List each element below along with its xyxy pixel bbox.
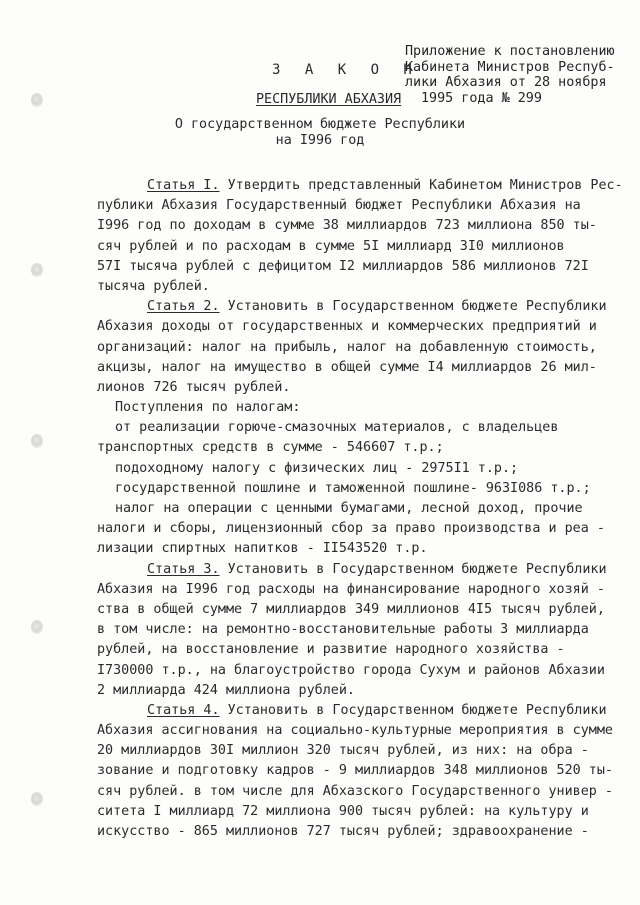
- article-line: сяч рублей и по расходам в сумме 5I миллиард 3I0 миллионов: [97, 238, 565, 254]
- article-line: искусство - 865 миллионов 727 тысяч рублей; здравоохранение -: [97, 824, 589, 839]
- article-first-line: [97, 560, 617, 580]
- subject-line: на I996 год: [275, 132, 365, 148]
- appendix-line: Приложение к постановлению: [405, 44, 615, 59]
- article-2: [97, 297, 617, 398]
- article-text: Утвердить представленный Кабинетом Министров Рес-: [219, 178, 623, 193]
- article-4: [97, 701, 617, 842]
- article-label: Статья 3.: [147, 561, 220, 577]
- article-label: Статья 4.: [147, 702, 220, 718]
- article-line: сяч рублей. в том числе для Абхазского Государственного универ -: [97, 783, 613, 799]
- article-line: публики Абхазия Государственный бюджет Республики Абхазия на: [97, 198, 581, 214]
- tax-line: налог на операции с ценными бумагами, лесной доход, прочие: [115, 501, 583, 516]
- article-first-line: [97, 701, 617, 721]
- article-line: 2 миллиарда 424 миллиона рублей.: [97, 682, 355, 698]
- article-label: Статья 2.: [147, 299, 220, 315]
- article-line: Абхазия на I996 год расходы на финансирование народного хозяй -: [97, 581, 605, 597]
- article-line: рублей, на восстановление и развитие народного хозяйства -: [97, 642, 565, 658]
- article-3: [97, 560, 617, 701]
- law-country: РЕСПУБЛИКИ АБХАЗИЯ: [256, 92, 402, 107]
- punch-hole: [31, 93, 43, 107]
- article-line: ства в общей сумме 7 миллиардов 349 миллионов 4I5 тысяч рублей,: [97, 601, 605, 617]
- punch-hole: [31, 434, 43, 448]
- article-line: I996 год по доходам в сумме 38 миллиардов 723 миллиона 850 ты-: [97, 218, 597, 234]
- punch-hole: [31, 263, 43, 277]
- subject-line: О государственном бюджете Республики: [174, 117, 466, 132]
- punch-hole: [31, 792, 43, 806]
- article-text: Установить в Государственном бюджете Республики: [219, 561, 607, 577]
- article-line: ситета I миллиард 72 миллиона 900 тысяч рублей: на культуру и: [97, 803, 589, 819]
- article-line: 20 миллиардов 30I миллион 320 тысяч рублей, из них: на обра -: [97, 743, 589, 759]
- article-line: в том числе: на ремонтно-восстановительные работы 3 миллиарда: [97, 622, 589, 638]
- article-line: акцизы, налог на имущество в общей сумме I4 миллиардов 26 мил-: [97, 359, 597, 375]
- article-line: зование и подготовку кадров - 9 миллиардов 348 миллионов 520 ты-: [97, 763, 613, 779]
- tax-line: транспортных средств в сумме - 546607 т.р.;: [97, 440, 444, 456]
- law-title: З А К О Н: [272, 62, 420, 78]
- article-1: [97, 176, 623, 297]
- appendix-line: лики Абхазия от 28 ноября: [405, 75, 607, 90]
- article-line: Абхазия ассигнования на социально-культурные мероприятия в сумме: [97, 723, 613, 739]
- article-line: Абхазия доходы от государственных и коммерческих предприятий и: [97, 319, 597, 335]
- appendix-note: [405, 44, 630, 106]
- article-line: 57I тысяча рублей с дефицитом I2 миллиардов 586 миллионов 72I: [97, 258, 589, 274]
- tax-line: лизации спиртных напитков - II543520 т.р.: [97, 541, 428, 557]
- article-text: Установить в Государственном бюджете Республики: [219, 702, 607, 718]
- law-body: [97, 176, 623, 842]
- article-line: лионов 726 тысяч рублей.: [97, 379, 291, 395]
- article-label: Статья I.: [147, 178, 220, 193]
- article-first-line: [97, 176, 623, 196]
- article-first-line: [97, 297, 617, 317]
- tax-line: государственной пошлине и таможенной пошлине- 963I086 т.р.;: [115, 480, 591, 496]
- article-line: тысяча рублей.: [97, 278, 210, 294]
- punch-hole: [31, 620, 43, 634]
- appendix-line: 1995 года № 299: [421, 90, 542, 106]
- tax-heading: Поступления по налогам:: [115, 400, 301, 416]
- tax-line: подоходному налогу с физических лиц - 2975I1 т.р.;: [115, 460, 519, 476]
- tax-line: налоги и сборы, лицензионный сбор за право производства и реа -: [97, 521, 605, 537]
- article-line: I730000 т.р., на благоустройство города Сухум и районов Абхазии: [97, 662, 605, 678]
- tax-line: от реализации горюче-смазочных материалов, с владельцев: [115, 420, 559, 436]
- tax-receipts: [97, 398, 617, 560]
- article-text: Установить в Государственном бюджете Республики: [219, 299, 607, 315]
- appendix-line: Кабинета Министров Респуб-: [405, 59, 615, 75]
- law-subject: [150, 117, 490, 148]
- article-line: организаций: налог на прибыль, налог на добавленную стоимость,: [97, 339, 597, 355]
